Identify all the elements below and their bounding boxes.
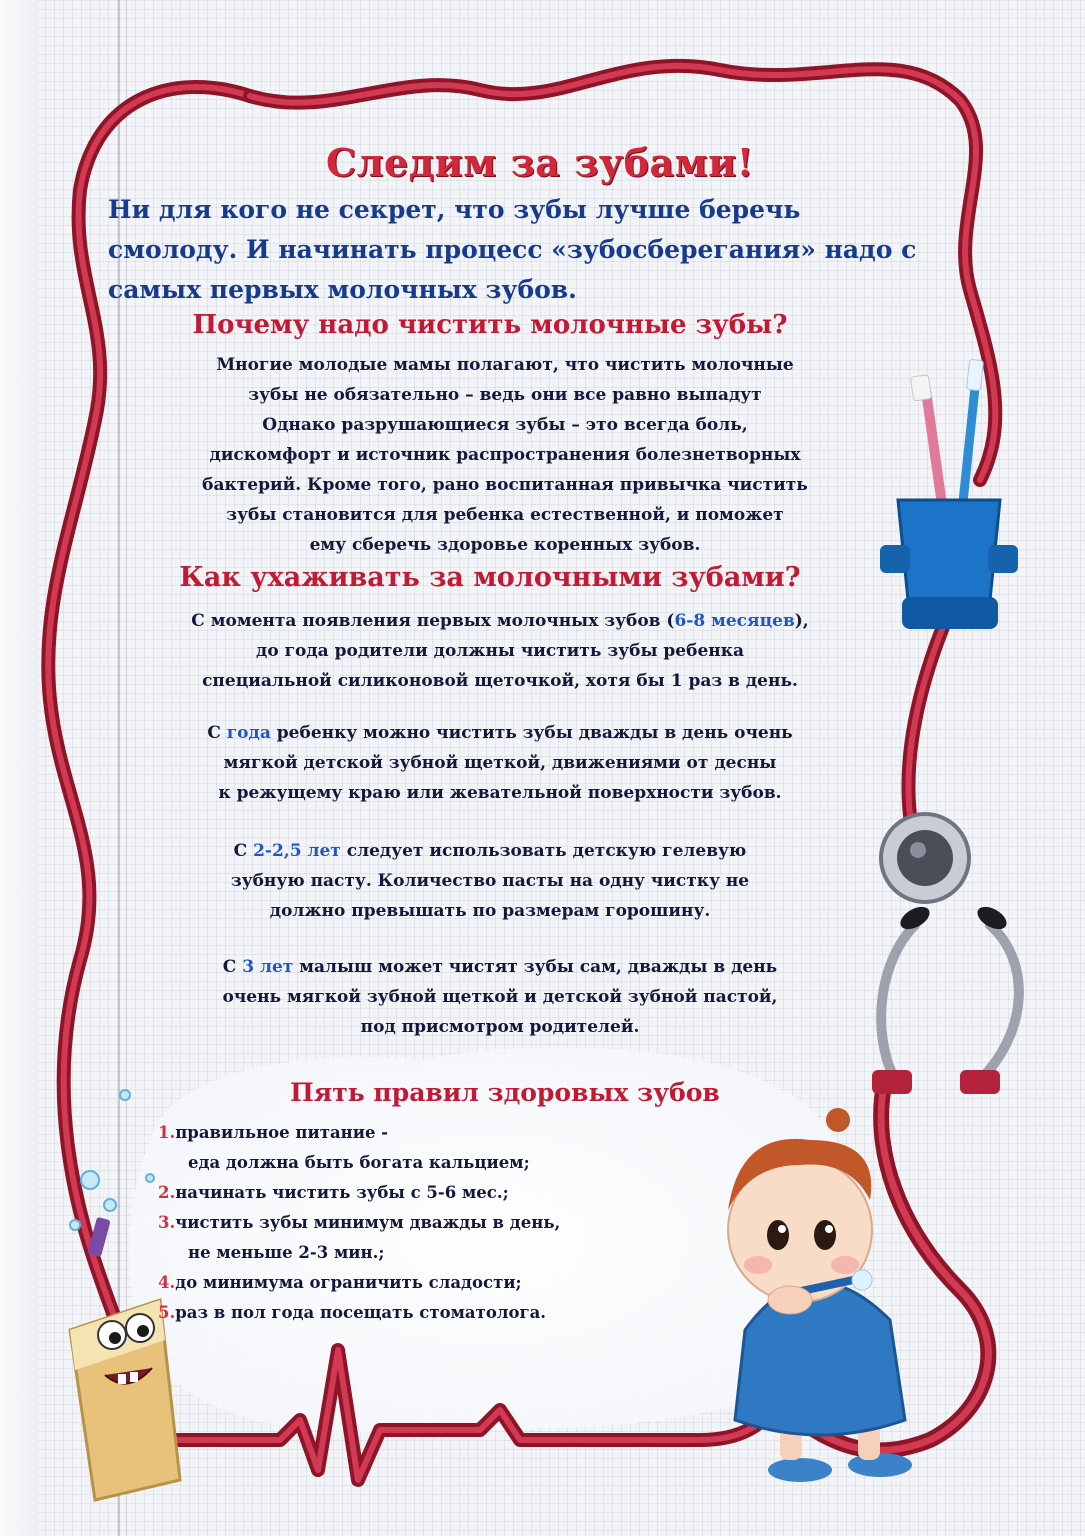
- care-text: малыш может чистят зубы сам, дважды в день: [293, 957, 778, 977]
- rule-number: 2.: [158, 1183, 176, 1202]
- age-highlight: года: [226, 723, 271, 743]
- care-paragraph-2: [70, 718, 930, 808]
- intro-paragraph: Ни для кого не секрет, что зубы лучше беречь смолоду. И начинать процесс «зубосберегания» надо с самых первых молочных зубов.: [108, 195, 917, 304]
- rule-number: 1.: [158, 1123, 176, 1142]
- care-text: специальной силиконовой щеточкой, хотя бы 1 раз в день.: [202, 671, 798, 691]
- rule-text: до минимума ограничить сладости;: [175, 1273, 522, 1292]
- section1-line: Многие молодые мамы полагают, что чистить молочные: [216, 355, 794, 375]
- rule-continuation: не меньше 2-3 мин.;: [188, 1243, 385, 1262]
- care-text: следует использовать детскую гелевую: [340, 841, 747, 861]
- age-highlight: 2-2,5 лет: [253, 841, 341, 861]
- care-text: С: [207, 723, 227, 743]
- rule-continuation: еда должна быть богата кальцием;: [188, 1153, 530, 1172]
- rule-item: [158, 1118, 758, 1148]
- page-title: Следим за зубами!: [326, 140, 754, 185]
- care-text: под присмотром родителей.: [360, 1017, 640, 1037]
- age-highlight: 3 лет: [242, 957, 294, 977]
- section1-line: Однако разрушающиеся зубы – это всегда боль,: [262, 415, 748, 435]
- section1-line: ему сберечь здоровье коренных зубов.: [309, 535, 701, 555]
- care-text: до года родители должны чистить зубы ребенка: [255, 641, 745, 661]
- rule-item: [158, 1268, 758, 1298]
- section1-line: бактерий. Кроме того, рано воспитанная привычка чистить: [202, 475, 808, 495]
- rule-item: [158, 1208, 758, 1238]
- rule-number: 4.: [158, 1273, 176, 1292]
- care-text: должно превышать по размерам горошину.: [269, 901, 711, 921]
- care-text: мягкой детской зубной щеткой, движениями от десны: [223, 753, 777, 773]
- care-text: очень мягкой зубной щеткой и детской зубной пастой,: [222, 987, 778, 1007]
- care-text: зубную пасту. Количество пасты на одну чистку не: [230, 871, 750, 891]
- rules-heading: Пять правил здоровых зубов: [290, 1078, 720, 1107]
- rule-item: [158, 1298, 758, 1328]
- care-text: С: [233, 841, 254, 861]
- rule-text: начинать чистить зубы с 5-6 мес.;: [175, 1183, 509, 1202]
- care-paragraph-1: [70, 606, 930, 696]
- care-text: ),: [794, 611, 809, 631]
- section1-heading: Почему надо чистить молочные зубы?: [192, 310, 788, 340]
- care-text: С: [222, 957, 243, 977]
- rule-text: раз в пол года посещать стоматолога.: [175, 1303, 547, 1322]
- rule-text: правильное питание -: [175, 1123, 389, 1142]
- care-text: ребенку можно чистить зубы дважды в день очень: [270, 723, 793, 743]
- rules-list: [158, 1118, 758, 1328]
- section2-heading: Как ухаживать за молочными зубами?: [179, 562, 801, 593]
- care-paragraph-3: [70, 836, 910, 926]
- section1-line: зубы становится для ребенка естественной, и поможет: [226, 505, 784, 525]
- section1-body: [90, 350, 920, 560]
- rule-item: [158, 1178, 758, 1208]
- care-text: С момента появления первых молочных зубов (: [191, 611, 675, 631]
- section1-line: зубы не обязательно – ведь они все равно выпадут: [248, 385, 762, 405]
- care-text: к режущему краю или жевательной поверхности зубов.: [218, 783, 782, 803]
- rule-number: 5.: [158, 1303, 176, 1322]
- rule-number: 3.: [158, 1213, 176, 1232]
- section1-line: дискомфорт и источник распространения болезнетворных: [209, 445, 801, 465]
- rule-text: чистить зубы минимум дважды в день,: [175, 1213, 561, 1232]
- care-paragraph-4: [70, 952, 930, 1042]
- age-highlight: 6-8 месяцев: [674, 611, 795, 631]
